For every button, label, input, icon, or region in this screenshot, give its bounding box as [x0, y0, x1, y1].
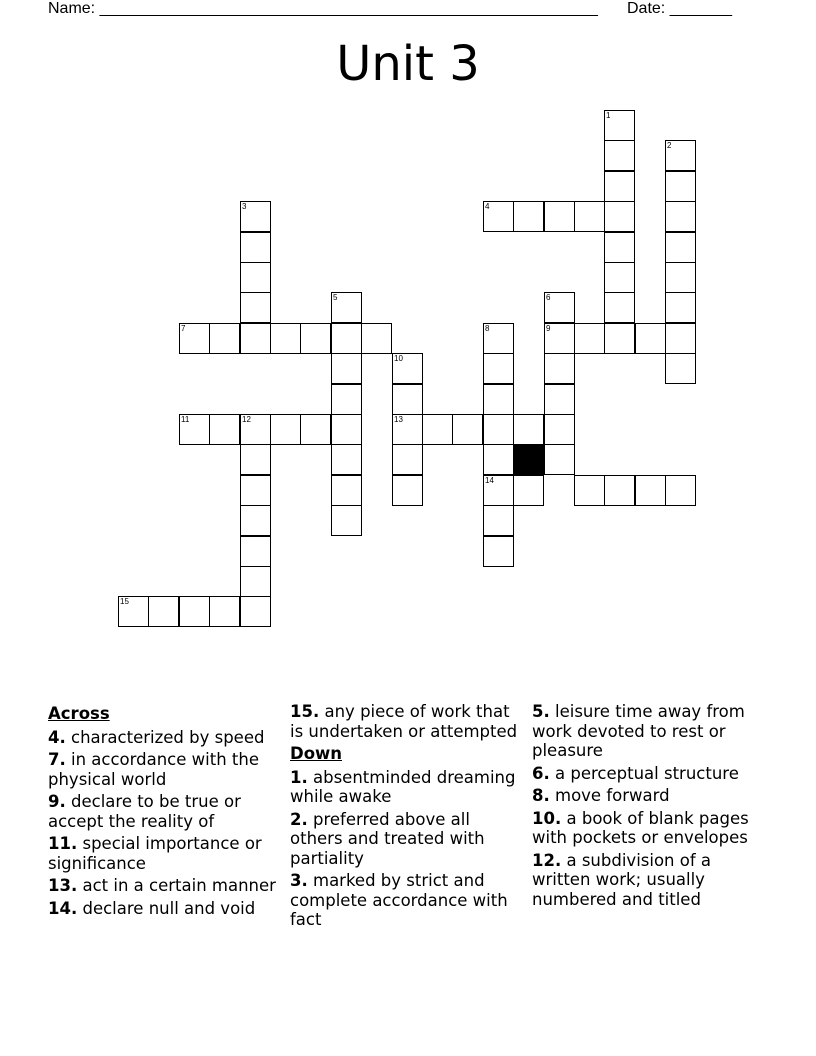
crossword-cell[interactable] — [604, 292, 635, 323]
crossword-cell[interactable] — [665, 140, 696, 171]
crossword-cell[interactable] — [544, 353, 575, 384]
crossword-cell[interactable] — [392, 414, 423, 445]
crossword-cell[interactable] — [240, 292, 271, 323]
crossword-cell[interactable] — [635, 475, 666, 506]
cell-number: 7 — [181, 324, 186, 333]
clue-across-7: 7. in accordance with the physical world — [48, 750, 259, 789]
cell-number: 14 — [485, 476, 494, 485]
crossword-cell[interactable] — [361, 323, 392, 354]
name-field[interactable]: Name: ________________________________________________________ — [48, 0, 598, 17]
crossword-cell[interactable] — [483, 353, 514, 384]
clue-down-1: 1. absentminded dreaming while awake — [290, 767, 516, 806]
crossword-cell[interactable] — [665, 232, 696, 263]
crossword-cell[interactable] — [240, 323, 271, 354]
crossword-cell[interactable] — [665, 323, 696, 354]
crossword-cell[interactable] — [483, 384, 514, 415]
crossword-cell[interactable] — [665, 171, 696, 202]
crossword-cell[interactable] — [240, 536, 271, 567]
crossword-cell[interactable] — [392, 444, 423, 475]
crossword-cell[interactable] — [148, 596, 179, 627]
clue-down-5: 5. leisure time away from work devoted to rest or pleasure — [532, 702, 745, 760]
crossword-cell[interactable] — [179, 323, 210, 354]
crossword-cell[interactable] — [513, 414, 544, 445]
clue-column-3 — [532, 702, 768, 912]
crossword-cell[interactable] — [392, 384, 423, 415]
cell-number: 13 — [394, 415, 403, 424]
crossword-cell[interactable] — [604, 262, 635, 293]
clue-down-10: 10. a book of blank pages with pockets or envelopes — [532, 808, 749, 847]
clue-across-13: 13. act in a certain manner — [48, 876, 276, 895]
crossword-cell[interactable] — [574, 201, 605, 232]
crossword-cell[interactable] — [483, 536, 514, 567]
crossword-cell[interactable] — [392, 475, 423, 506]
crossword-cell[interactable] — [209, 414, 240, 445]
crossword-cell[interactable] — [665, 201, 696, 232]
clue-across-9: 9. declare to be true or accept the reality of — [48, 792, 241, 831]
crossword-cell[interactable] — [604, 110, 635, 141]
cell-number: 15 — [120, 597, 129, 606]
crossword-cell[interactable] — [604, 171, 635, 202]
crossword-cell[interactable] — [422, 414, 453, 445]
cell-number: 3 — [242, 202, 247, 211]
crossword-cell[interactable] — [544, 201, 575, 232]
cell-number: 2 — [667, 141, 672, 150]
crossword-cell[interactable] — [544, 292, 575, 323]
crossword-cell[interactable] — [665, 475, 696, 506]
crossword-cell[interactable] — [574, 475, 605, 506]
crossword-cell[interactable] — [240, 444, 271, 475]
down-heading: Down — [290, 744, 343, 763]
black-cell — [513, 444, 544, 475]
clue-across-15: 15. any piece of work that is undertaken or attempted — [290, 702, 518, 741]
crossword-cell[interactable] — [240, 505, 271, 536]
crossword-cell[interactable] — [483, 505, 514, 536]
crossword-cell[interactable] — [635, 323, 666, 354]
crossword-cell[interactable] — [179, 596, 210, 627]
cell-number: 12 — [242, 415, 251, 424]
crossword-cell[interactable] — [665, 292, 696, 323]
crossword-cell[interactable] — [604, 201, 635, 232]
clue-down-8: 8. move forward — [532, 786, 670, 805]
crossword-cell[interactable] — [392, 353, 423, 384]
crossword-cell[interactable] — [331, 505, 362, 536]
clue-column-1 — [48, 702, 284, 921]
crossword-cell[interactable] — [544, 414, 575, 445]
crossword-cell[interactable] — [240, 232, 271, 263]
clue-column-2 — [290, 702, 526, 933]
crossword-cell[interactable] — [574, 323, 605, 354]
crossword-cell[interactable] — [665, 353, 696, 384]
crossword-cell[interactable] — [240, 475, 271, 506]
crossword-cell[interactable] — [483, 444, 514, 475]
crossword-cell[interactable] — [300, 414, 331, 445]
crossword-cell[interactable] — [331, 414, 362, 445]
page-title: Unit 3 — [336, 36, 480, 92]
crossword-cell[interactable] — [331, 384, 362, 415]
crossword-cell[interactable] — [331, 475, 362, 506]
cell-number: 9 — [546, 324, 551, 333]
crossword-cell[interactable] — [331, 323, 362, 354]
date-field[interactable]: Date: _______ — [627, 0, 732, 17]
crossword-cell[interactable] — [513, 475, 544, 506]
crossword-cell[interactable] — [270, 414, 301, 445]
crossword-cell[interactable] — [240, 201, 271, 232]
crossword-cell[interactable] — [544, 384, 575, 415]
cell-number: 11 — [181, 415, 190, 424]
crossword-cell[interactable] — [483, 414, 514, 445]
across-heading: Across — [48, 704, 110, 723]
clue-down-2: 2. preferred above all others and treated with partiality — [290, 809, 485, 868]
cell-number: 5 — [333, 293, 338, 302]
crossword-cell[interactable] — [331, 444, 362, 475]
crossword-cell[interactable] — [270, 323, 301, 354]
crossword-cell[interactable] — [240, 414, 271, 445]
crossword-cell[interactable] — [240, 596, 271, 627]
clue-down-3: 3. marked by strict and complete accordance with fact — [290, 871, 508, 929]
cell-number: 6 — [546, 293, 551, 302]
clue-down-12: 12. a subdivision of a written work; usually numbered and titled — [532, 850, 712, 909]
crossword-cell[interactable] — [483, 475, 514, 506]
crossword-cell[interactable] — [544, 323, 575, 354]
crossword-cell[interactable] — [118, 596, 149, 627]
crossword-cell[interactable] — [240, 566, 271, 597]
clue-across-4: 4. characterized by speed — [48, 727, 265, 747]
cell-number: 8 — [485, 324, 490, 333]
crossword-cell[interactable] — [544, 444, 575, 475]
crossword-cell[interactable] — [209, 323, 240, 354]
crossword-cell[interactable] — [513, 201, 544, 232]
crossword-cell[interactable] — [209, 596, 240, 627]
crossword-cell[interactable] — [331, 292, 362, 323]
crossword-cell[interactable] — [179, 414, 210, 445]
clue-across-14: 14. declare null and void — [48, 898, 256, 918]
cell-number: 4 — [485, 202, 490, 211]
crossword-cell[interactable] — [240, 262, 271, 293]
crossword-cell[interactable] — [604, 232, 635, 263]
crossword-cell[interactable] — [331, 353, 362, 384]
crossword-cell[interactable] — [300, 323, 331, 354]
crossword-cell[interactable] — [452, 414, 483, 445]
clue-across-11: 11. special importance or significance — [48, 834, 262, 873]
cell-number: 1 — [606, 111, 611, 120]
crossword-cell[interactable] — [604, 140, 635, 171]
crossword-cell[interactable] — [604, 323, 635, 354]
cell-number: 10 — [394, 354, 403, 363]
clue-down-6: 6. a perceptual structure — [532, 763, 739, 783]
crossword-cell[interactable] — [604, 475, 635, 506]
crossword-cell[interactable] — [483, 201, 514, 232]
crossword-cell[interactable] — [483, 323, 514, 354]
crossword-cell[interactable] — [665, 262, 696, 293]
